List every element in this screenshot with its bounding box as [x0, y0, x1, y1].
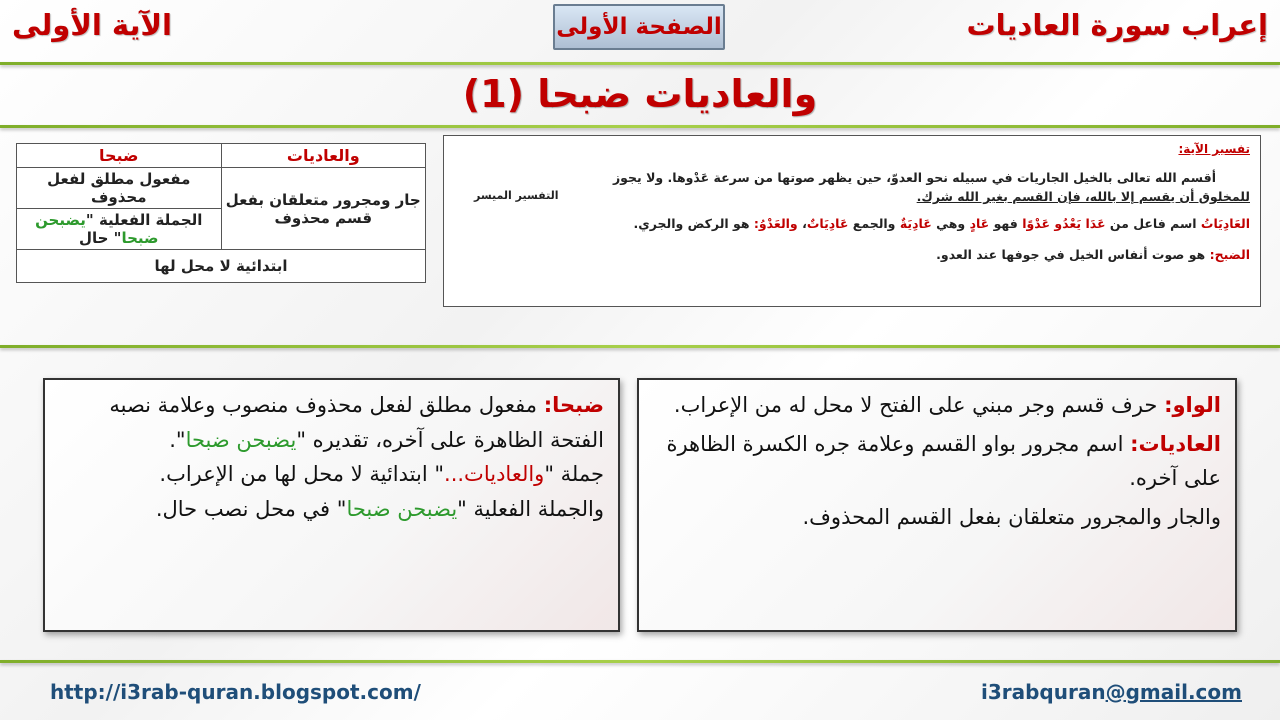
tafsir-body-2: للمخلوق أن يقسم إلا بالله، فإن القسم بغير الله شرك. التفسير الميسر [474, 189, 1250, 204]
tafsir-body-1: أقسم الله تعالى بالخيل الجاريات في سبيله نحو العدوّ، حين يظهر صوتها من سرعة عَدْوها. ولا يجوز [612, 170, 1216, 185]
table-cell-dabh-2: الجملة الفعلية "يضبحن ضبحا" حال [17, 209, 222, 250]
tafsir-dabh-def: الضبح: هو صوت أنفاس الخيل في جوفها عند العدو. [936, 247, 1250, 262]
jar-majrur-note: والجار والمجرور متعلقان بفعل القسم المحذوف. [802, 504, 1221, 529]
verse-text: والعاديات ضبحا (1) [462, 72, 818, 116]
email-link[interactable]: i3rabquran@gmail.com [980, 680, 1242, 704]
tafsir-heading: تفسير الآية: [1178, 142, 1250, 156]
verse-label: الآية الأولى [12, 8, 172, 42]
tafsir-adiyat-def: العَادِيَاتُ اسم فاعل من عَدَا يَعْدُو عَدْوًا فهو عَادٍ وهي عَادِيَةٌ والجمع عَادِيَاتٌ، والعَدْوُ: هو الركض والجري. [633, 216, 1250, 231]
table-cell-dabh-1: مفعول مطلق لفعل محذوف [17, 168, 222, 209]
table-cell-adiyat: جار ومجرور متعلقان بفعل قسم محذوف [221, 168, 426, 250]
surah-title: إعراب سورة العاديات [966, 8, 1268, 42]
divider-middle [0, 345, 1280, 348]
adiyat-irab: العاديات: اسم مجرور بواو القسم وعلامة جره الكسرة الظاهرة على آخره. [666, 431, 1221, 491]
divider-top [0, 62, 1280, 65]
jumla-fi3lia: والجملة الفعلية "يضبحن ضبحا" في محل نصب حال. [155, 496, 604, 521]
grammar-table [16, 143, 426, 283]
tafsir-source: التفسير الميسر [474, 189, 559, 202]
table-footer-row: ابتدائية لا محل لها [17, 250, 426, 283]
tafsir-box [443, 135, 1261, 307]
table-header-dabh: ضبحا [17, 144, 222, 168]
table-header-adiyat: والعاديات [221, 144, 426, 168]
jumla-ibtidaiya: جملة "والعاديات..." ابتدائية لا محل لها من الإعراب. [159, 462, 604, 487]
divider-verse [0, 125, 1280, 128]
page-button[interactable]: الصفحة الأولى [553, 4, 725, 50]
dabh-irab: ضبحا: مفعول مطلق لفعل محذوف منصوب وعلامة نصبه الفتحة الظاهرة على آخره، تقديره "يضبحن ضبحا". [109, 393, 604, 452]
waw-irab: الواو: حرف قسم وجر مبني على الفتح لا محل له من الإعراب. [673, 393, 1221, 417]
blog-link[interactable]: http://i3rab-quran.blogspot.com/ [50, 680, 421, 704]
divider-bottom [0, 660, 1280, 663]
left-panel [43, 378, 620, 632]
right-panel [637, 378, 1237, 632]
